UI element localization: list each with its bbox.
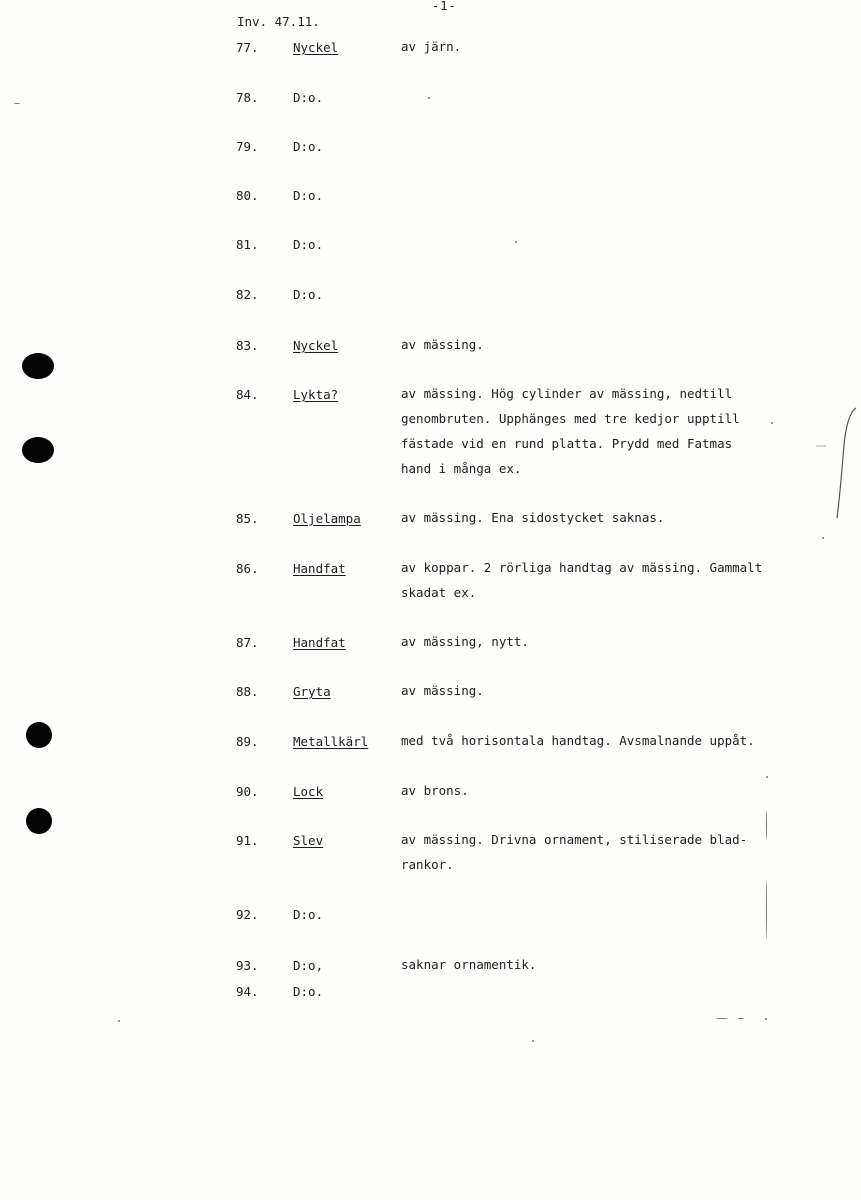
speck	[766, 776, 768, 778]
entry-description	[401, 555, 771, 605]
speck	[765, 1018, 767, 1020]
description-line: genombruten. Upphänges med tre kedjor upptill	[401, 411, 740, 426]
entry-description	[401, 827, 771, 877]
page-number: -1-	[432, 0, 457, 13]
description-line: av mässing. Drivna ornament, stiliserade blad-	[401, 832, 748, 847]
entry-name: D:o.	[293, 287, 324, 302]
speck	[766, 880, 767, 940]
punch-hole	[22, 353, 54, 379]
entry-number: 79.	[236, 139, 259, 154]
description-line: av mässing, nytt.	[401, 634, 529, 649]
speck	[771, 422, 773, 424]
entry-name: D:o.	[293, 188, 324, 203]
entry-number: 85.	[236, 511, 259, 526]
entry-name: D:o.	[293, 90, 324, 105]
description-line: skadat ex.	[401, 585, 477, 600]
entry-name: Metallkärl	[293, 734, 369, 749]
punch-hole	[22, 437, 54, 463]
entry-name: D:o.	[293, 984, 324, 999]
entry-name: D:o.	[293, 237, 324, 252]
entry-number: 80.	[236, 188, 259, 203]
entry-number: 89.	[236, 734, 259, 749]
entry-description	[401, 34, 771, 59]
entry-number: 87.	[236, 635, 259, 650]
entry-description	[401, 629, 771, 654]
entry-number: 92.	[236, 907, 259, 922]
entry-name: D:o.	[293, 907, 324, 922]
description-line: av mässing. Hög cylinder av mässing, nedtill	[401, 386, 733, 401]
entry-name: Lock	[293, 784, 324, 799]
entry-description	[401, 678, 771, 703]
entry-number: 78.	[236, 90, 259, 105]
description-line: hand i många ex.	[401, 461, 522, 476]
entry-description	[401, 332, 771, 357]
description-line: av mässing.	[401, 337, 484, 352]
description-line: av brons.	[401, 783, 469, 798]
description-line: med två horisontala handtag. Avsmalnande uppåt.	[401, 733, 755, 748]
speck	[515, 241, 517, 243]
speck	[766, 810, 767, 840]
speck	[118, 1020, 120, 1022]
speck	[428, 97, 430, 99]
speck	[822, 537, 824, 539]
description-line: rankor.	[401, 857, 454, 872]
entry-name: Gryta	[293, 684, 331, 699]
description-line: saknar ornamentik.	[401, 957, 537, 972]
entry-description	[401, 952, 771, 977]
entry-number: 91.	[236, 833, 259, 848]
punch-hole	[26, 808, 52, 834]
description-line: av koppar. 2 rörliga handtag av mässing. Gammalt	[401, 560, 763, 575]
entry-name: Handfat	[293, 635, 346, 650]
speck	[14, 103, 20, 104]
entry-number: 86.	[236, 561, 259, 576]
entry-name: Lykta?	[293, 387, 339, 402]
description-line: av mässing.	[401, 683, 484, 698]
entry-description	[401, 505, 771, 530]
description-line: av mässing. Ena sidostycket saknas.	[401, 510, 665, 525]
entry-number: 88.	[236, 684, 259, 699]
entry-name: Slev	[293, 833, 324, 848]
speck	[532, 1040, 534, 1042]
entry-name: D:o,	[293, 958, 324, 973]
entry-number: 84.	[236, 387, 259, 402]
entry-number: 81.	[236, 237, 259, 252]
entry-description	[401, 728, 771, 753]
entry-number: 93.	[236, 958, 259, 973]
entry-description	[401, 381, 771, 481]
speck	[716, 1018, 728, 1019]
entry-number: 77.	[236, 40, 259, 55]
entry-description	[401, 778, 771, 803]
entry-name: Handfat	[293, 561, 346, 576]
entry-name: Nyckel	[293, 40, 339, 55]
entry-number: 83.	[236, 338, 259, 353]
entry-number: 90.	[236, 784, 259, 799]
entry-name: D:o.	[293, 139, 324, 154]
margin-pencil-mark	[810, 400, 860, 530]
entry-number: 82.	[236, 287, 259, 302]
entry-name: Oljelampa	[293, 511, 361, 526]
description-line: fästade vid en rund platta. Prydd med Fatmas	[401, 436, 733, 451]
speck	[738, 1018, 744, 1019]
inventory-label: Inv. 47.11.	[237, 14, 320, 29]
entry-name: Nyckel	[293, 338, 339, 353]
entry-number: 94.	[236, 984, 259, 999]
punch-hole	[26, 722, 52, 748]
description-line: av järn.	[401, 39, 462, 54]
